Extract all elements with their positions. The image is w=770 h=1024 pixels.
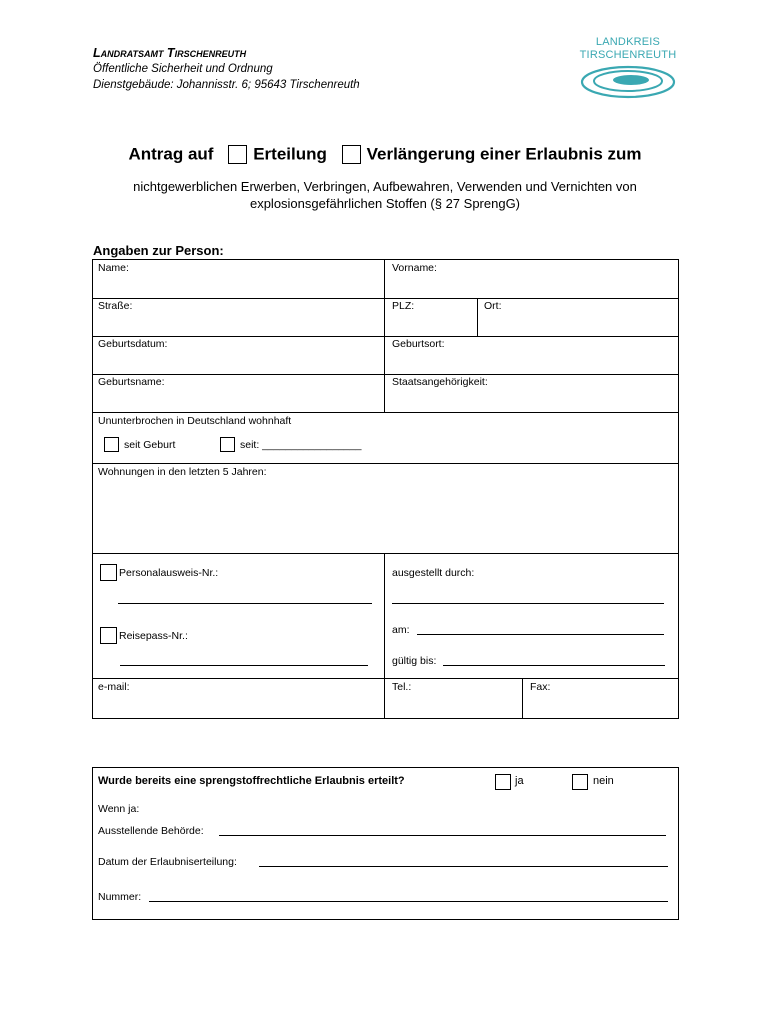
row-divider [92,336,679,337]
label-vorname: Vorname: [392,262,437,274]
label-email: e-mail: [98,681,130,693]
label-plz: PLZ: [392,300,415,312]
label-strasse: Straße: [98,300,133,312]
label-fax: Fax: [530,681,551,693]
label-tel: Tel.: [392,681,412,693]
column-divider [384,553,385,719]
checkbox-nein[interactable] [572,774,588,790]
row-divider [92,553,679,554]
form-subtitle [0,178,770,212]
row-divider [92,374,679,375]
org-name: Landratsamt Tirschenreuth [93,46,247,60]
behoerde-line[interactable] [219,835,666,836]
column-divider [384,259,385,412]
title-option-erteilung: Erteilung [253,144,327,164]
label-geburtsname: Geburtsname: [98,376,165,388]
gueltig-line[interactable] [443,665,665,666]
label-reisepass: Reisepass-Nr.: [119,630,188,642]
label-wenn-ja: Wenn ja: [98,803,140,815]
subtitle-line-1: nichtgewerblichen Erwerben, Verbringen, Aufbewahren, Verwenden und Vernichten von [133,179,637,194]
am-line[interactable] [417,634,664,635]
person-table [92,259,679,719]
label-wohnhaft: Ununterbrochen in Deutschland wohnhaft [98,415,292,427]
checkbox-erteilung[interactable] [228,145,247,164]
prior-permit-box [92,767,679,920]
label-datum: Datum der Erlaubniserteilung: [98,856,237,868]
label-nein: nein [593,775,614,787]
label-wohnungen: Wohnungen in den letzten 5 Jahren: [98,466,267,478]
district-logo [576,36,680,107]
personalausweis-line[interactable] [118,603,372,604]
water-ripple-icon [576,62,680,102]
checkbox-personalausweis[interactable] [100,564,117,581]
label-geburtsdatum: Geburtsdatum: [98,338,168,350]
checkbox-seit-geburt[interactable] [104,437,119,452]
address: Dienstgebäude: Johannisstr. 6; 95643 Tirschenreuth [93,79,360,91]
label-prior-question: Wurde bereits eine sprengstoffrechtliche Erlaubnis erteilt? [98,775,405,787]
checkbox-ja[interactable] [495,774,511,790]
label-staatsangehoerigkeit: Staatsangehörigkeit: [392,376,488,388]
label-name: Name: [98,262,129,274]
label-ausgestellt: ausgestellt durch: [392,567,475,579]
label-seit: seit: _________________ [240,439,362,451]
column-divider [477,298,478,336]
checkbox-seit[interactable] [220,437,235,452]
datum-line[interactable] [259,866,668,867]
row-divider [92,678,679,679]
label-gueltig: gültig bis: [392,655,437,667]
label-ja: ja [515,775,524,787]
logo-line-1: LANDKREIS [595,36,661,48]
title-prefix: Antrag auf [128,144,214,164]
label-geburtsort: Geburtsort: [392,338,445,350]
label-ort: Ort: [484,300,502,312]
row-divider [92,412,679,413]
department: Öffentliche Sicherheit und Ordnung [93,63,273,75]
logo-line-2: TIRSCHENREUTH [579,49,677,61]
subtitle-line-2: explosionsgefährlichen Stoffen (§ 27 SprengG) [249,196,521,211]
section-heading-person: Angaben zur Person: [93,243,224,258]
label-behoerde: Ausstellende Behörde: [98,825,204,837]
form-title [0,144,770,165]
checkbox-reisepass[interactable] [100,627,117,644]
row-divider [92,463,679,464]
nummer-line[interactable] [149,901,668,902]
label-personalausweis: Personalausweis-Nr.: [119,567,219,579]
label-am: am: [392,624,410,636]
label-seit-geburt: seit Geburt [124,439,176,451]
reisepass-line[interactable] [120,665,368,666]
row-divider [92,298,679,299]
title-option-verlaengerung: Verlängerung einer Erlaubnis zum [366,144,642,164]
label-nummer: Nummer: [98,891,142,903]
ausgestellt-line[interactable] [392,603,664,604]
column-divider [522,678,523,719]
checkbox-verlaengerung[interactable] [342,145,361,164]
